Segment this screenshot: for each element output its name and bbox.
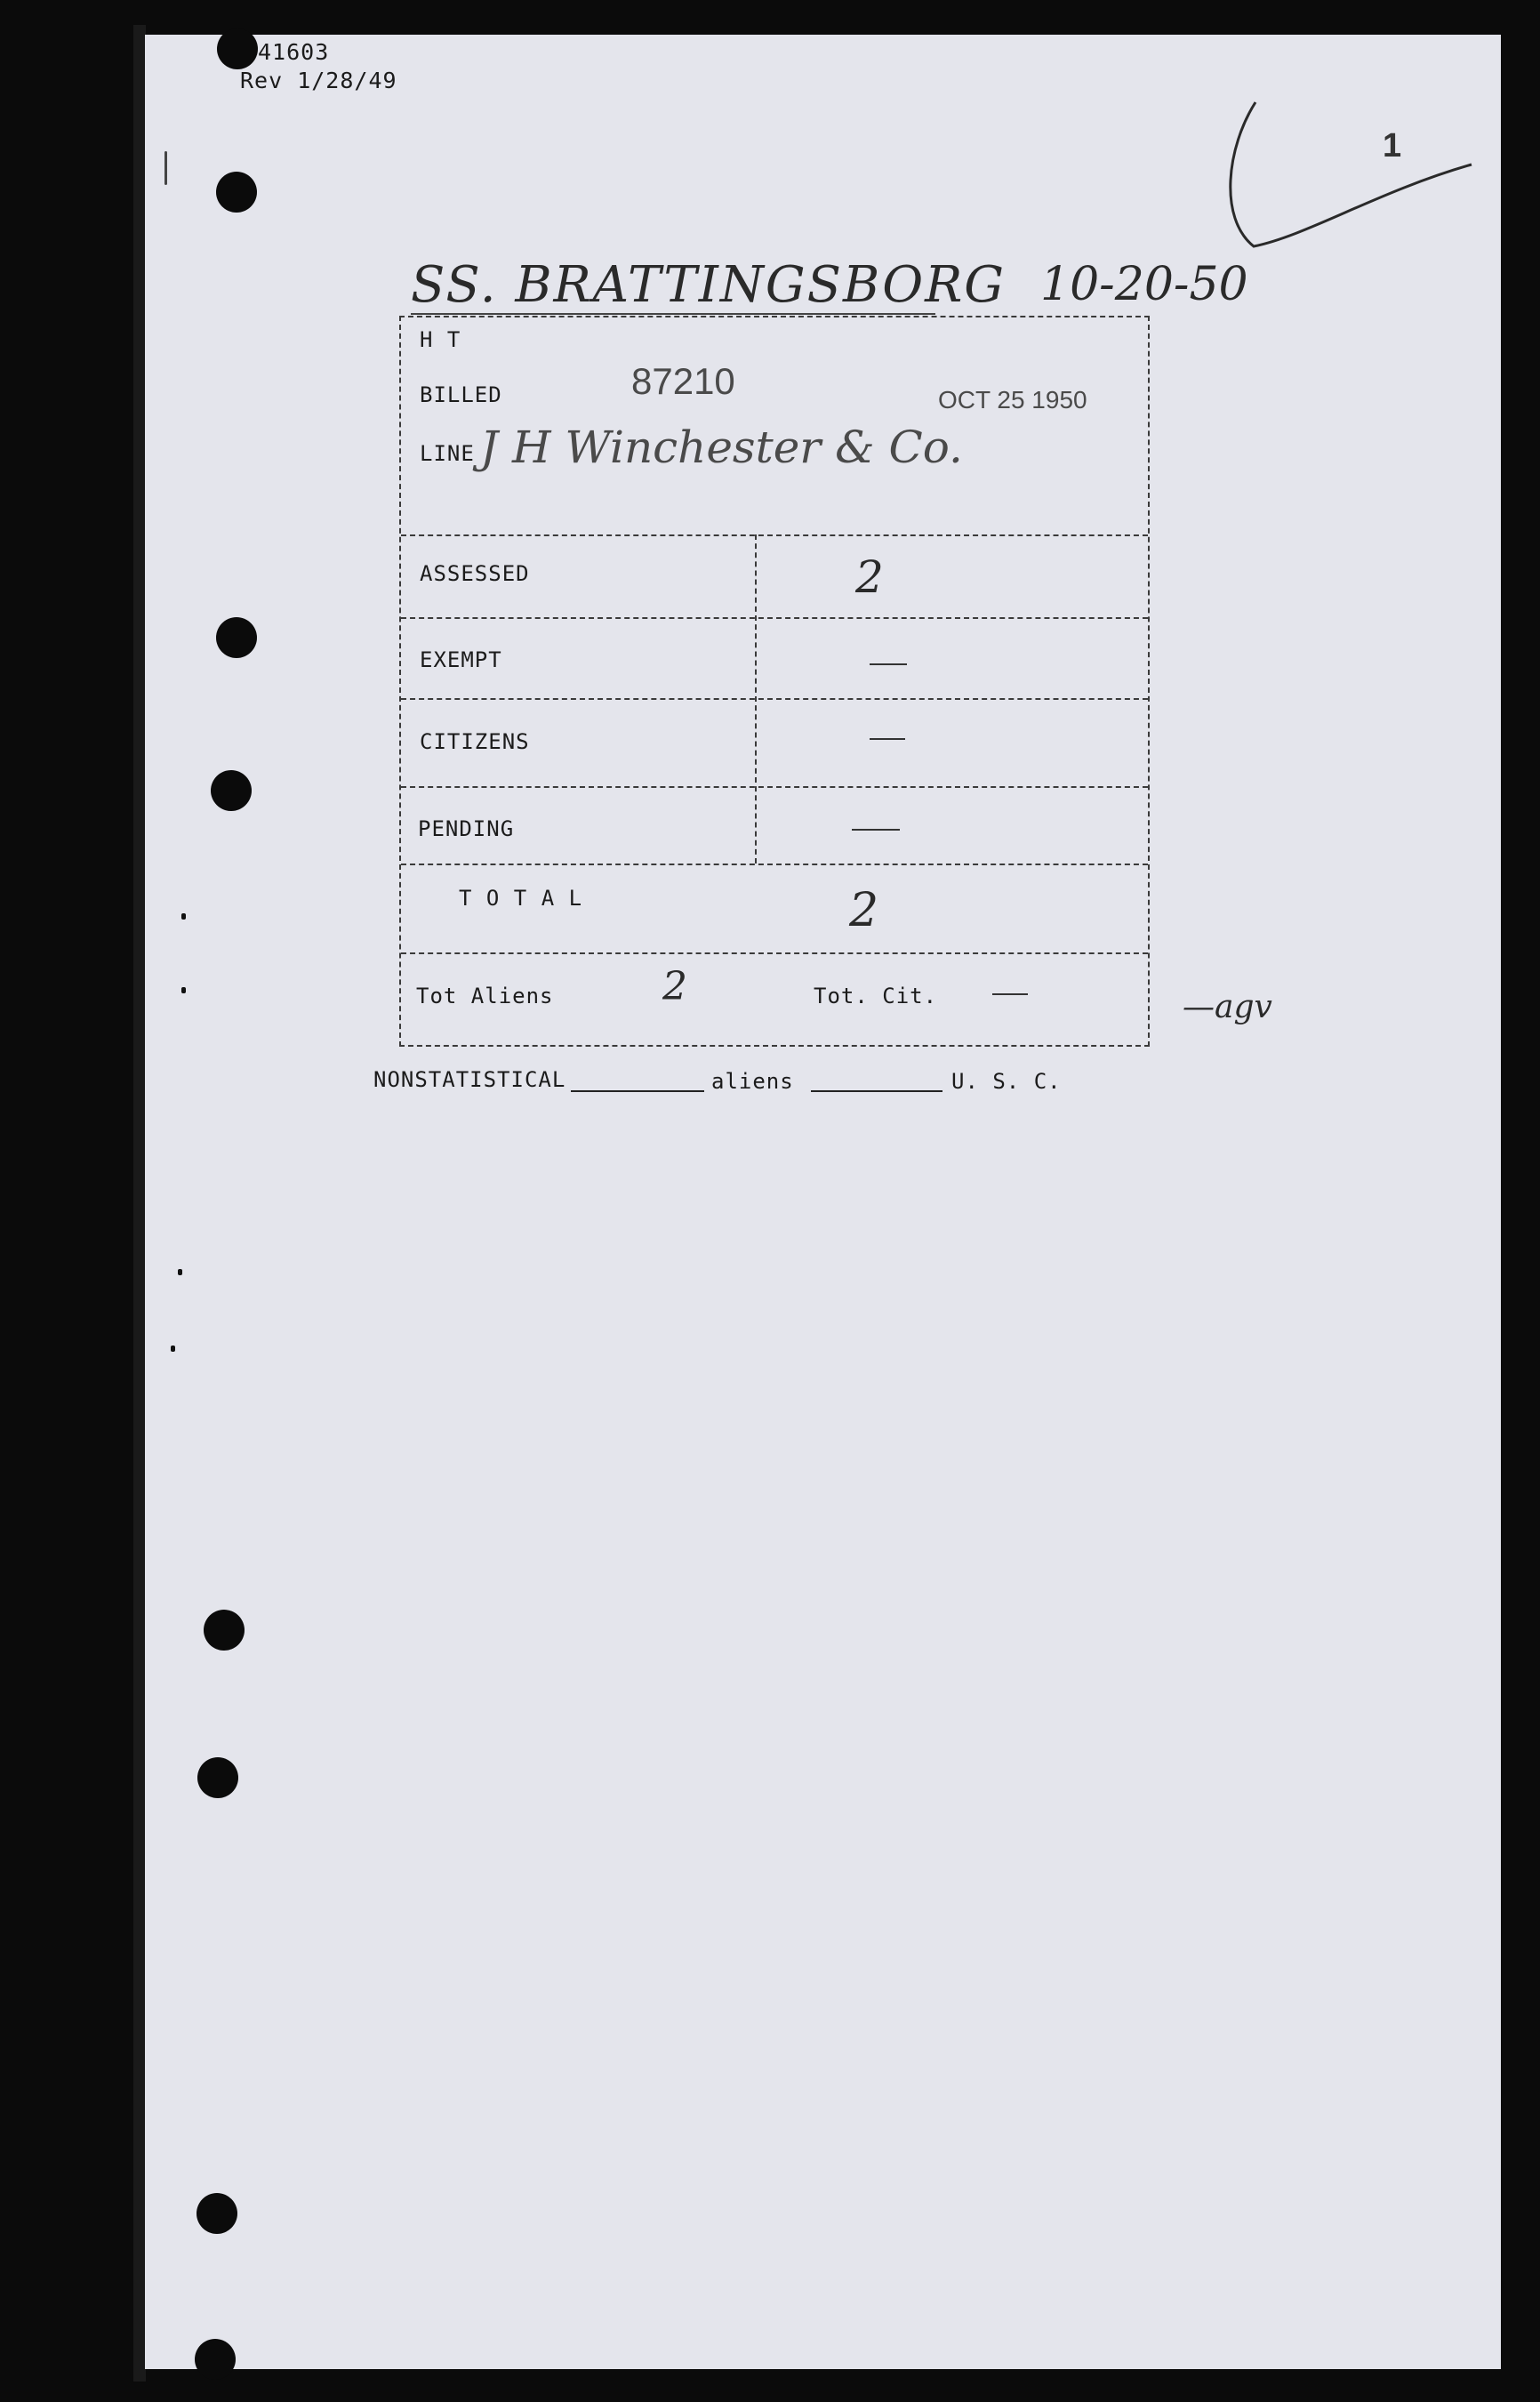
aliens-blank (811, 1090, 942, 1092)
margin-speck (181, 987, 186, 993)
assessed-label: ASSESSED (420, 561, 530, 586)
page-number: 1 (1383, 127, 1402, 165)
billed-label: BILLED (420, 382, 502, 407)
vessel-date: 10-20-50 (1040, 258, 1248, 311)
margin-speck (171, 1346, 175, 1352)
vessel-name: SS. BRATTINGSBORG (411, 256, 1007, 314)
margin-speck (164, 151, 167, 185)
exempt-label: EXEMPT (420, 647, 502, 672)
check-mark-icon (1200, 93, 1485, 253)
form-divider (401, 617, 1148, 619)
page-edge (133, 25, 146, 2382)
form-divider (401, 952, 1148, 954)
margin-initials: —agv (1183, 989, 1272, 1025)
form-divider (401, 534, 1148, 536)
aliens-label: aliens (711, 1069, 794, 1094)
form-divider (401, 786, 1148, 788)
punch-hole (216, 172, 257, 213)
form-revision: Rev 1/28/49 (240, 68, 397, 93)
citizens-label: CITIZENS (420, 729, 530, 754)
punch-hole (216, 617, 257, 658)
vessel-name-underline (411, 313, 935, 315)
form-column-divider (755, 534, 757, 864)
pending-label: PENDING (418, 816, 515, 841)
total-value: 2 (849, 884, 879, 937)
punch-hole (204, 1610, 245, 1651)
nonstatistical-blank (571, 1090, 704, 1092)
punch-hole (217, 28, 258, 69)
tot-cit-dash (992, 993, 1028, 995)
form-divider (401, 864, 1148, 865)
punch-hole (197, 2193, 237, 2234)
margin-speck (178, 1269, 182, 1275)
ht-label: H T (420, 327, 461, 352)
tot-aliens-value: 2 (662, 964, 687, 1009)
pending-dash (852, 829, 900, 831)
nonstatistical-label: NONSTATISTICAL (373, 1067, 566, 1092)
punch-hole (195, 2339, 236, 2380)
billed-date-stamp: OCT 25 1950 (938, 386, 1087, 414)
total-label: T O T A L (459, 886, 583, 911)
tot-cit-label: Tot. Cit. (814, 984, 938, 1008)
punch-hole (211, 770, 252, 811)
usc-label: U. S. C. (951, 1069, 1062, 1094)
form-number: 41603 (258, 39, 330, 65)
tot-aliens-label: Tot Aliens (416, 984, 554, 1008)
line-label: LINE (420, 441, 475, 466)
billed-number: 87210 (631, 360, 735, 402)
line-value: J H Winchester & Co. (480, 422, 963, 473)
assessed-value: 2 (855, 551, 884, 603)
form-divider (401, 698, 1148, 700)
citizens-dash (870, 738, 905, 740)
exempt-dash (870, 663, 907, 665)
margin-speck (181, 913, 186, 920)
punch-hole (197, 1757, 238, 1798)
